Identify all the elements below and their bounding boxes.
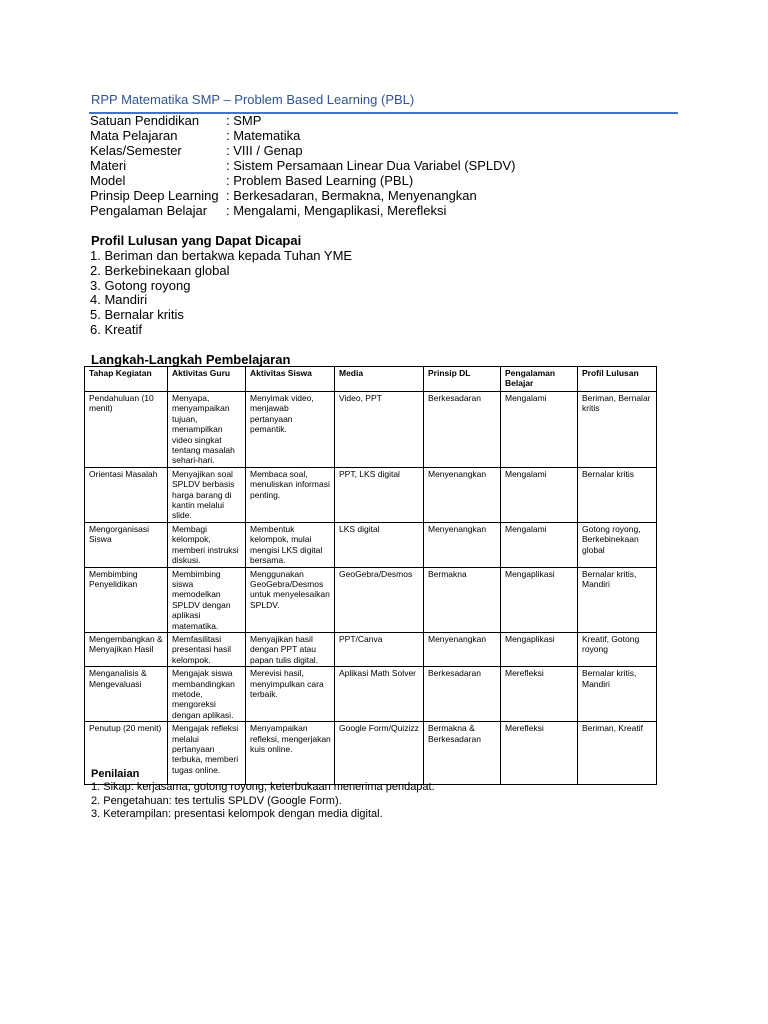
- table-cell: Mengalami: [501, 392, 578, 468]
- identity-label: Model: [90, 173, 126, 188]
- document-title: RPP Matematika SMP – Problem Based Learning (PBL): [91, 92, 415, 107]
- table-cell: Bernalar kritis, Mandiri: [578, 667, 657, 722]
- table-cell: Berkesadaran: [424, 667, 501, 722]
- identity-row-pengalaman: [90, 203, 516, 218]
- table-cell: Menyimak video, menjawab pertanyaan pemantik.: [246, 392, 335, 468]
- table-cell: Menyampaikan refleksi, mengerjakan kuis online.: [246, 722, 335, 785]
- table-cell: Mengaplikasi: [501, 567, 578, 632]
- table-row: [85, 632, 657, 666]
- identity-label: Mata Pelajaran: [90, 128, 178, 143]
- identity-row-prinsip: [90, 188, 516, 203]
- identity-value: : Matematika: [226, 128, 301, 143]
- identity-label: Satuan Pendidikan: [90, 113, 200, 128]
- identity-label: Materi: [90, 158, 127, 173]
- identity-value: : Sistem Persamaan Linear Dua Variabel (SPLDV): [226, 158, 516, 173]
- table-row: [85, 392, 657, 468]
- table-cell: Mengalami: [501, 522, 578, 567]
- table-cell: Bernalar kritis, Mandiri: [578, 567, 657, 632]
- identity-value: : VIII / Genap: [226, 143, 303, 158]
- table-cell: PPT/Canva: [335, 632, 424, 666]
- table-cell: Menyajikan soal SPLDV berbasis harga barang di kantin melalui slide.: [168, 467, 246, 522]
- table-cell: Penutup (20 menit): [85, 722, 168, 785]
- table-cell: Mengalami: [501, 467, 578, 522]
- column-header: Aktivitas Siswa: [246, 367, 335, 392]
- table-cell: Merefleksi: [501, 667, 578, 722]
- table-cell: Membentuk kelompok, mulai mengisi LKS digital bersama.: [246, 522, 335, 567]
- profil-item: 6. Kreatif: [90, 321, 143, 337]
- table-cell: Merefleksi: [501, 722, 578, 785]
- table-cell: Merevisi hasil, menyimpulkan cara terbaik.: [246, 667, 335, 722]
- column-header: Profil Lulusan: [578, 367, 657, 392]
- identity-label: Kelas/Semester: [90, 143, 182, 158]
- table-cell: Mengajak siswa membandingkan metode, mengoreksi dengan aplikasi.: [168, 667, 246, 722]
- table-cell: Membimbing siswa memodelkan SPLDV dengan aplikasi matematika.: [168, 567, 246, 632]
- penilaian-section: [91, 768, 435, 822]
- profil-item: 3. Gotong royong: [90, 277, 191, 293]
- table-row: [85, 522, 657, 567]
- profil-item: 4. Mandiri: [90, 292, 148, 308]
- profil-heading: Profil Lulusan yang Dapat Dicapai: [91, 233, 302, 248]
- table-cell: Beriman, Kreatif: [578, 722, 657, 785]
- column-header: Media: [335, 367, 424, 392]
- table-cell: Menyapa, menyampaikan tujuan, menampilkan video singkat tentang masalah sehari-hari.: [168, 392, 246, 468]
- table-cell: Mengaplikasi: [501, 632, 578, 666]
- table-cell: Mengajak refleksi melalui pertanyaan terbuka, memberi tugas online.: [168, 722, 246, 785]
- table-cell: Kreatif, Gotong royong: [578, 632, 657, 666]
- table-cell: Mengembangkan & Menyajikan Hasil: [85, 632, 168, 666]
- table-cell: Menyenangkan: [424, 522, 501, 567]
- table-cell: Bermakna: [424, 567, 501, 632]
- table-cell: Memfasilitasi presentasi hasil kelompok.: [168, 632, 246, 666]
- profil-item: 2. Berkebinekaan global: [90, 262, 230, 278]
- profil-list: [90, 248, 352, 337]
- identity-value: : Mengalami, Mengaplikasi, Merefleksi: [226, 203, 447, 218]
- table-cell: Menggunakan GeoGebra/Desmos untuk menyelesaikan SPLDV.: [246, 567, 335, 632]
- identity-row-kelas: [90, 143, 516, 158]
- identity-value: : Berkesadaran, Bermakna, Menyenangkan: [226, 188, 477, 203]
- table-cell: Menyenangkan: [424, 467, 501, 522]
- penilaian-item: 1. Sikap: kerjasama, gotong royong, keterbukaan menerima pendapat.: [91, 781, 435, 793]
- table-cell: Aplikasi Math Solver: [335, 667, 424, 722]
- table-cell: Mengorganisasi Siswa: [85, 522, 168, 567]
- penilaian-item: 2. Pengetahuan: tes tertulis SPLDV (Google Form).: [91, 794, 342, 807]
- table-cell: PPT, LKS digital: [335, 467, 424, 522]
- column-header: Aktivitas Guru: [168, 367, 246, 392]
- table-cell: Membagi kelompok, memberi instruksi diskusi.: [168, 522, 246, 567]
- identity-row-materi: [90, 158, 516, 173]
- column-header: Pengalaman Belajar: [501, 367, 578, 392]
- table-cell: Pendahuluan (10 menit): [85, 392, 168, 468]
- profil-item: 5. Bernalar kritis: [90, 307, 184, 323]
- identity-block: [90, 113, 516, 218]
- table-header-row: [85, 367, 657, 392]
- table-row: [85, 667, 657, 722]
- identity-row-mapel: [90, 128, 516, 143]
- table-cell: Bernalar kritis: [578, 467, 657, 522]
- table-cell: Bermakna & Berkesadaran: [424, 722, 501, 785]
- table-cell: Video, PPT: [335, 392, 424, 468]
- langkah-heading: Langkah-Langkah Pembelajaran: [91, 352, 291, 367]
- identity-label: Prinsip Deep Learning: [90, 188, 219, 203]
- table-cell: Orientasi Masalah: [85, 467, 168, 522]
- table-cell: Membimbing Penyelidikan: [85, 567, 168, 632]
- column-header: Prinsip DL: [424, 367, 501, 392]
- table-cell: Gotong royong, Berkebinekaan global: [578, 522, 657, 567]
- identity-value: : SMP: [226, 113, 262, 128]
- penilaian-item: 3. Keterampilan: presentasi kelompok dengan media digital.: [91, 808, 383, 820]
- table-cell: Menyenangkan: [424, 632, 501, 666]
- penilaian-heading: Penilaian: [91, 768, 140, 780]
- identity-row-model: [90, 173, 516, 188]
- table-cell: GeoGebra/Desmos: [335, 567, 424, 632]
- langkah-table: [84, 366, 657, 785]
- table-cell: Berkesadaran: [424, 392, 501, 468]
- identity-label: Pengalaman Belajar: [90, 203, 208, 218]
- table-row: [85, 467, 657, 522]
- identity-value: : Problem Based Learning (PBL): [226, 173, 414, 188]
- table-cell: Google Form/Quizizz: [335, 722, 424, 785]
- table-row: [85, 567, 657, 632]
- table-cell: Membaca soal, menuliskan informasi penting.: [246, 467, 335, 522]
- profil-item: 1. Beriman dan bertakwa kepada Tuhan YME: [90, 248, 353, 263]
- table-cell: Menganalisis & Mengevaluasi: [85, 667, 168, 722]
- table-cell: LKS digital: [335, 522, 424, 567]
- column-header: Tahap Kegiatan: [85, 367, 168, 392]
- table-cell: Beriman, Bernalar kritis: [578, 392, 657, 468]
- table-cell: Menyajikan hasil dengan PPT atau papan tulis digital.: [246, 632, 335, 666]
- identity-row-satuan: [90, 113, 516, 128]
